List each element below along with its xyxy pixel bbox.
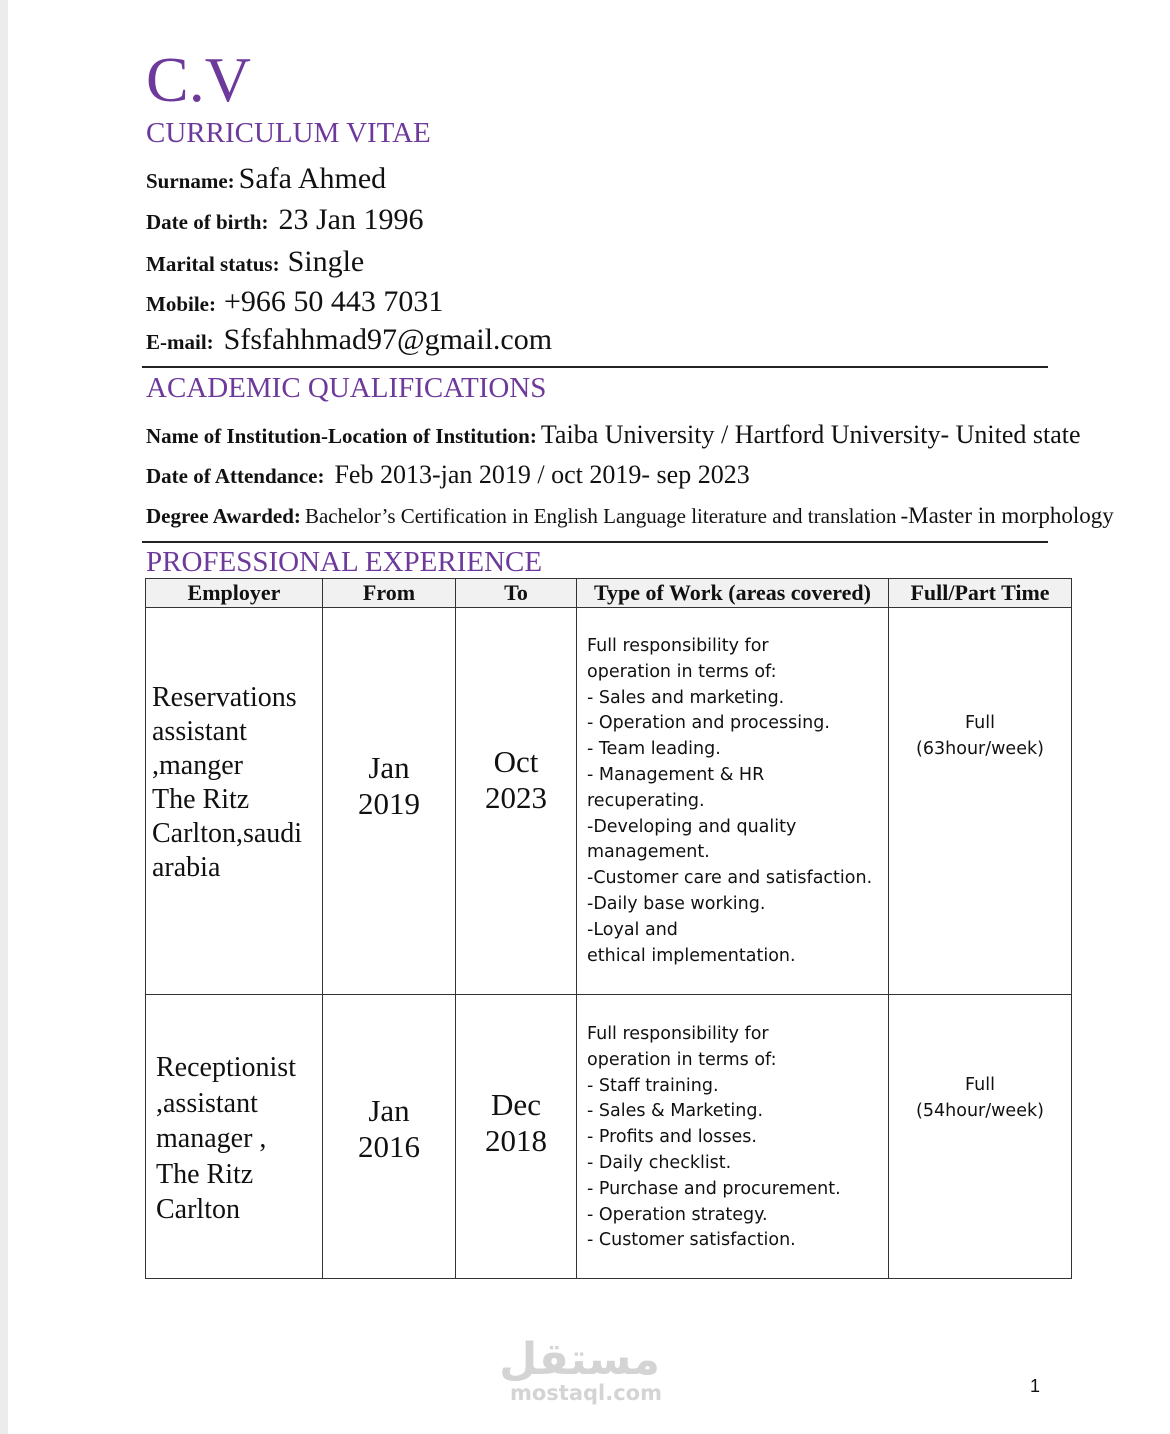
work-line: - Sales and marketing. [587,687,785,708]
surname-value: Safa Ahmed [238,162,387,195]
degree-row [146,503,1170,529]
from-year: 2016 [358,1129,420,1164]
mobile-value: +966 50 443 7031 [223,285,444,318]
table-header-row [146,579,1072,608]
dob-row [146,203,423,237]
watermark-arabic: مستقل [499,1334,660,1385]
table-row [146,608,1072,995]
employer-line: manager , [156,1123,267,1154]
work-line: Full responsibility for [587,1024,769,1044]
from-year: 2019 [358,786,420,821]
column-header-time: Full/Part Time [889,579,1072,608]
marital-row [146,245,364,279]
to-month: Oct [493,744,539,779]
work-line: -Customer care and satisfaction. [587,868,873,889]
cv-subtitle: CURRICULUM VITAE [146,117,431,149]
degree-value: Bachelor’s Certification in English Language literature and translation [304,504,897,528]
work-line: operation in terms of: [587,1049,777,1070]
time-hours: (54hour/week) [916,1101,1044,1121]
divider [142,541,1048,543]
work-line: - Sales & Marketing. [587,1101,764,1122]
surname-label: Surname: [146,169,235,193]
work-line: - Team leading. [587,739,721,760]
marital-label: Marital status: [146,252,280,276]
work-line: -Developing and quality [587,816,797,837]
work-line: -Daily base working. [587,893,766,914]
employer-line: Receptionist [156,1052,296,1083]
work-line: - Customer satisfaction. [587,1230,796,1251]
attendance-label: Date of Attendance: [146,464,325,488]
work-line: Full responsibility for [587,636,769,656]
time-cell [889,608,1072,995]
marital-value: Single [287,245,365,278]
employer-line: ,manger [152,750,243,781]
time-hours: (63hour/week) [916,739,1044,759]
institution-row [146,420,1170,450]
employer-line: ,assistant [156,1087,258,1119]
mobile-row [146,285,443,319]
work-line: - Profits and losses. [587,1127,757,1148]
work-cell [577,995,889,1279]
experience-heading: PROFESSIONAL EXPERIENCE [146,546,543,578]
employer-line: assistant [152,716,247,747]
institution-label: Name of Institution-Location of Institution: [146,424,537,448]
attendance-row [146,460,1170,490]
time-type: Full [965,713,995,733]
work-line: management. [587,842,710,863]
employer-line: The Ritz [156,1158,254,1190]
cv-title: C.V [146,44,251,115]
time-cell [889,995,1072,1279]
employer-line: Carlton [156,1194,240,1225]
to-cell [456,608,577,995]
employer-line: arabia [152,852,221,883]
employer-line: Reservations [152,682,297,713]
work-line: - Operation strategy. [587,1204,768,1225]
mobile-label: Mobile: [146,292,216,316]
watermark-latin: mostaql.com [510,1381,662,1405]
surname-row [146,162,386,196]
employer-cell [146,995,323,1279]
academic-heading: ACADEMIC QUALIFICATIONS [146,372,547,404]
degree-label: Degree Awarded: [146,504,301,528]
dob-value: 23 Jan 1996 [278,203,424,236]
work-line: recuperating. [587,790,705,811]
attendance-value: Feb 2013-jan 2019 / oct 2019- sep 2023 [334,460,750,489]
to-month: Dec [491,1087,541,1122]
column-header-employer: Employer [146,579,323,608]
page-edge-shadow [0,0,8,1434]
email-row [146,323,552,357]
email-label: E-mail: [146,330,214,354]
employer-line: Carlton,saudi [152,818,303,849]
from-cell [323,995,456,1279]
mostaql-watermark [499,1334,662,1405]
employer-cell [146,608,323,995]
table-row [146,995,1072,1279]
dob-label: Date of birth: [146,210,269,234]
work-line: - Operation and processing. [587,713,830,734]
from-month: Jan [368,750,410,785]
work-line: - Management & HR [587,764,765,785]
work-line: - Staff training. [587,1075,719,1096]
column-header-type-of-work: Type of Work (areas covered) [577,579,889,608]
degree-value-master: -Master in morphology [900,503,1114,528]
to-year: 2018 [485,1123,547,1158]
work-line: - Daily checklist. [587,1152,732,1173]
work-line: - Purchase and procurement. [587,1178,841,1199]
divider [142,366,1048,368]
page-number: 1 [1030,1376,1041,1396]
email-value: Sfsfahhmad97@gmail.com [223,323,553,356]
work-line: ethical implementation. [587,945,796,966]
time-type: Full [965,1075,995,1095]
from-month: Jan [368,1093,410,1128]
employer-line: The Ritz [152,784,250,815]
to-year: 2023 [485,780,547,815]
work-cell [577,608,889,995]
column-header-to: To [456,579,577,608]
work-line: operation in terms of: [587,661,777,682]
institution-value: Taiba University / Hartford University- United state [540,420,1081,449]
experience-table [145,578,1072,1279]
work-line: -Loyal and [587,919,678,940]
to-cell [456,995,577,1279]
column-header-from: From [323,579,456,608]
from-cell [323,608,456,995]
